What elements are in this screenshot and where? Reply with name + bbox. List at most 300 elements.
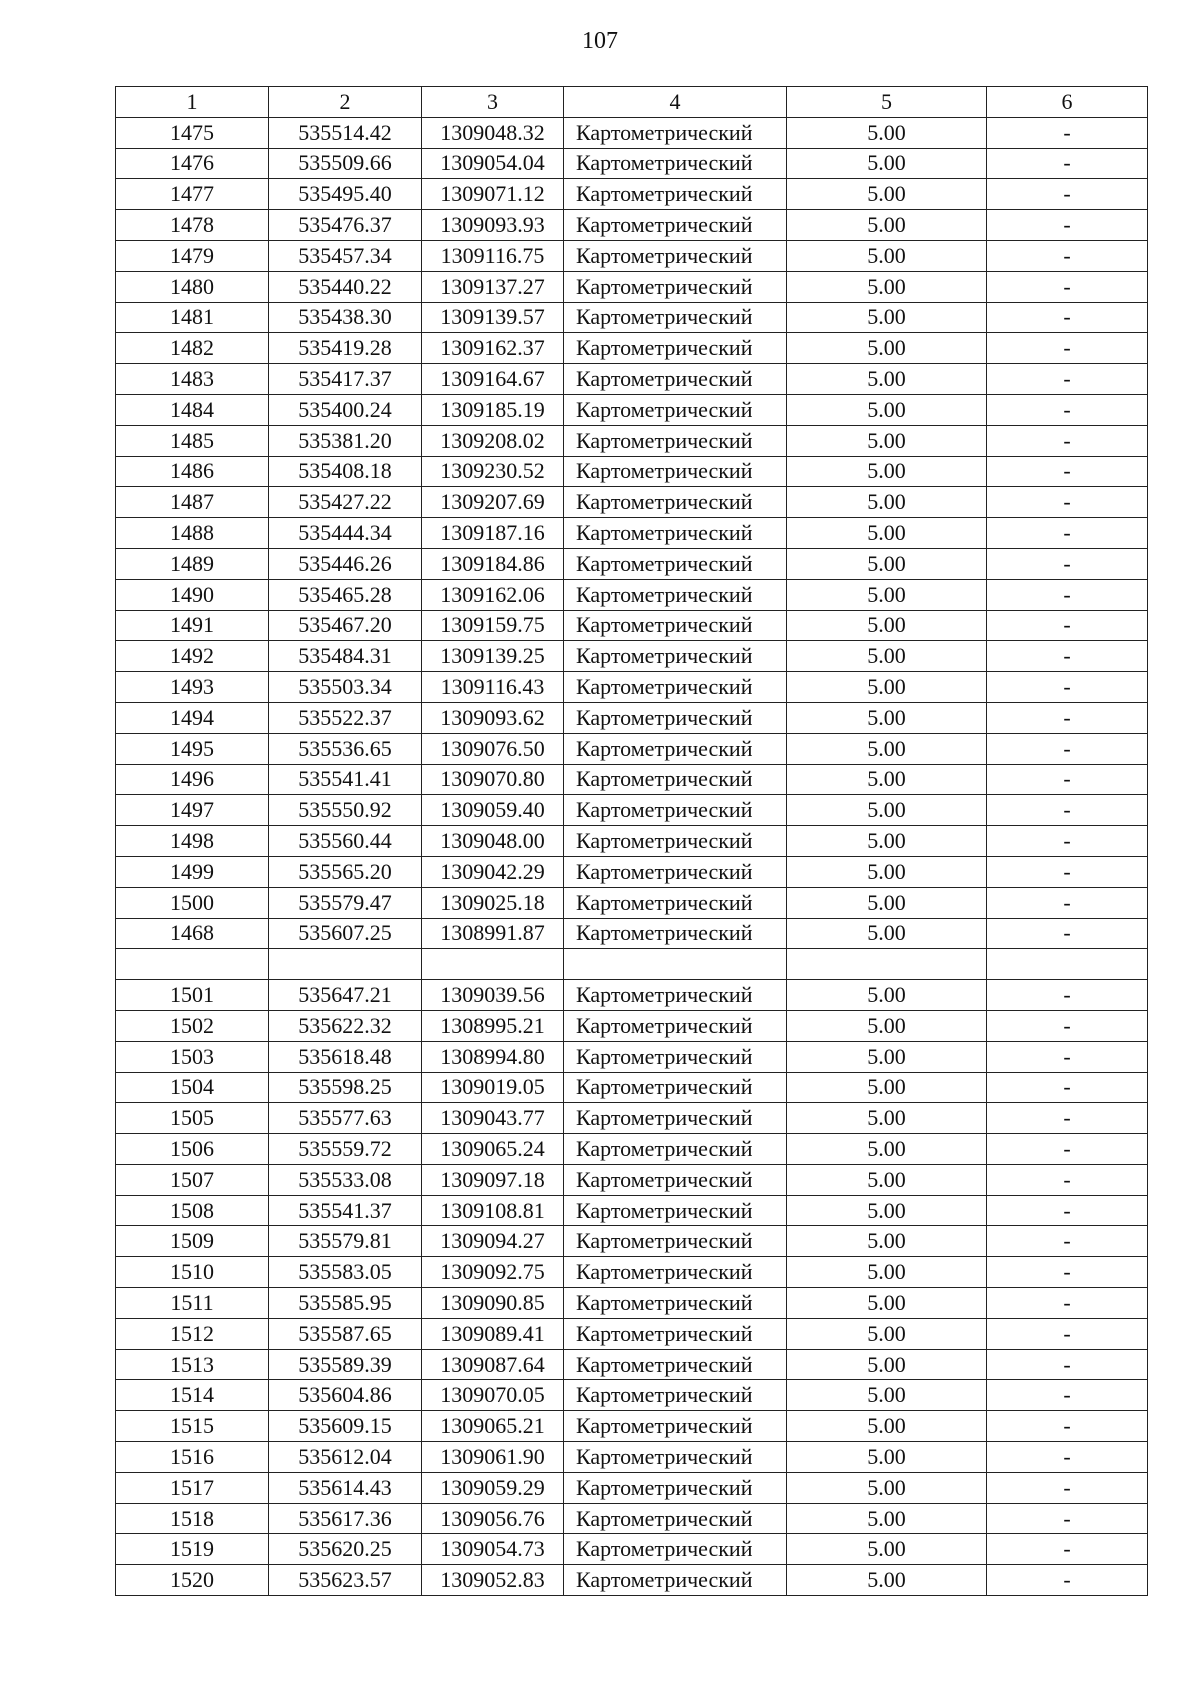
x-coordinate-cell: 535559.72 — [269, 1134, 422, 1165]
y-coordinate-cell: 1309093.93 — [422, 210, 564, 241]
method-cell: Картометрический — [564, 856, 787, 887]
method-cell: Картометрический — [564, 117, 787, 148]
point-number-cell: 1499 — [116, 856, 269, 887]
point-number-cell: 1510 — [116, 1257, 269, 1288]
y-coordinate-cell: 1308994.80 — [422, 1041, 564, 1072]
x-coordinate-cell: 535509.66 — [269, 148, 422, 179]
x-coordinate-cell — [269, 949, 422, 980]
accuracy-cell: 5.00 — [787, 1134, 987, 1165]
point-number-cell: 1513 — [116, 1349, 269, 1380]
note-cell: - — [987, 425, 1148, 456]
note-cell: - — [987, 1442, 1148, 1473]
x-coordinate-cell: 535609.15 — [269, 1411, 422, 1442]
point-number-cell: 1495 — [116, 733, 269, 764]
point-number-cell: 1479 — [116, 240, 269, 271]
point-number-cell: 1517 — [116, 1472, 269, 1503]
accuracy-cell: 5.00 — [787, 980, 987, 1011]
note-cell: - — [987, 1103, 1148, 1134]
note-cell: - — [987, 764, 1148, 795]
y-coordinate-cell: 1309070.05 — [422, 1380, 564, 1411]
y-coordinate-cell: 1309025.18 — [422, 887, 564, 918]
x-coordinate-cell: 535585.95 — [269, 1288, 422, 1319]
point-number-cell: 1508 — [116, 1195, 269, 1226]
x-coordinate-cell: 535583.05 — [269, 1257, 422, 1288]
note-cell: - — [987, 117, 1148, 148]
accuracy-cell: 5.00 — [787, 1318, 987, 1349]
table-row — [116, 1503, 1148, 1534]
point-number-cell: 1500 — [116, 887, 269, 918]
note-cell: - — [987, 856, 1148, 887]
point-number-cell: 1511 — [116, 1288, 269, 1319]
x-coordinate-cell: 535565.20 — [269, 856, 422, 887]
note-cell: - — [987, 1472, 1148, 1503]
x-coordinate-cell: 535440.22 — [269, 271, 422, 302]
point-number-cell: 1514 — [116, 1380, 269, 1411]
table-row — [116, 1380, 1148, 1411]
y-coordinate-cell: 1309089.41 — [422, 1318, 564, 1349]
accuracy-cell: 5.00 — [787, 702, 987, 733]
note-cell: - — [987, 456, 1148, 487]
method-cell: Картометрический — [564, 240, 787, 271]
method-cell: Картометрический — [564, 887, 787, 918]
y-coordinate-cell: 1309056.76 — [422, 1503, 564, 1534]
accuracy-cell: 5.00 — [787, 918, 987, 949]
x-coordinate-cell: 535476.37 — [269, 210, 422, 241]
method-cell: Картометрический — [564, 1472, 787, 1503]
table-row — [116, 1134, 1148, 1165]
table-row — [116, 333, 1148, 364]
note-cell: - — [987, 795, 1148, 826]
accuracy-cell: 5.00 — [787, 1349, 987, 1380]
accuracy-cell: 5.00 — [787, 1565, 987, 1596]
method-cell: Картометрический — [564, 764, 787, 795]
note-cell: - — [987, 1288, 1148, 1319]
point-number-cell: 1482 — [116, 333, 269, 364]
x-coordinate-cell: 535495.40 — [269, 179, 422, 210]
y-coordinate-cell: 1309061.90 — [422, 1442, 564, 1473]
accuracy-cell: 5.00 — [787, 1503, 987, 1534]
table-row — [116, 1288, 1148, 1319]
point-number-cell: 1480 — [116, 271, 269, 302]
accuracy-cell: 5.00 — [787, 117, 987, 148]
table-row — [116, 980, 1148, 1011]
accuracy-cell: 5.00 — [787, 456, 987, 487]
y-coordinate-cell: 1309139.25 — [422, 641, 564, 672]
method-cell: Картометрический — [564, 148, 787, 179]
x-coordinate-cell: 535579.47 — [269, 887, 422, 918]
table-row — [116, 1257, 1148, 1288]
y-coordinate-cell: 1309097.18 — [422, 1164, 564, 1195]
point-number-cell: 1468 — [116, 918, 269, 949]
x-coordinate-cell: 535467.20 — [269, 610, 422, 641]
method-cell: Картометрический — [564, 210, 787, 241]
point-number-cell: 1490 — [116, 579, 269, 610]
accuracy-cell: 5.00 — [787, 1195, 987, 1226]
x-coordinate-cell: 535647.21 — [269, 980, 422, 1011]
x-coordinate-cell: 535444.34 — [269, 518, 422, 549]
x-coordinate-cell: 535503.34 — [269, 672, 422, 703]
table-row — [116, 364, 1148, 395]
point-number-cell: 1496 — [116, 764, 269, 795]
accuracy-cell: 5.00 — [787, 856, 987, 887]
y-coordinate-cell: 1309159.75 — [422, 610, 564, 641]
x-coordinate-cell: 535560.44 — [269, 826, 422, 857]
table-row — [116, 1041, 1148, 1072]
note-cell: - — [987, 1226, 1148, 1257]
method-cell: Картометрический — [564, 1411, 787, 1442]
accuracy-cell: 5.00 — [787, 364, 987, 395]
x-coordinate-cell: 535536.65 — [269, 733, 422, 764]
note-cell: - — [987, 487, 1148, 518]
table-row — [116, 579, 1148, 610]
x-coordinate-cell: 535550.92 — [269, 795, 422, 826]
method-cell: Картометрический — [564, 702, 787, 733]
y-coordinate-cell: 1309039.56 — [422, 980, 564, 1011]
note-cell: - — [987, 1380, 1148, 1411]
accuracy-cell: 5.00 — [787, 795, 987, 826]
x-coordinate-cell: 535620.25 — [269, 1534, 422, 1565]
table-row — [116, 210, 1148, 241]
method-cell: Картометрический — [564, 579, 787, 610]
method-cell: Картометрический — [564, 1010, 787, 1041]
method-cell: Картометрический — [564, 1288, 787, 1319]
table-row — [116, 733, 1148, 764]
y-coordinate-cell: 1309108.81 — [422, 1195, 564, 1226]
note-cell: - — [987, 1411, 1148, 1442]
accuracy-cell: 5.00 — [787, 333, 987, 364]
accuracy-cell: 5.00 — [787, 1257, 987, 1288]
method-cell: Картометрический — [564, 364, 787, 395]
x-coordinate-cell: 535408.18 — [269, 456, 422, 487]
x-coordinate-cell: 535446.26 — [269, 548, 422, 579]
y-coordinate-cell: 1309054.04 — [422, 148, 564, 179]
column-header-4: 4 — [564, 87, 787, 118]
accuracy-cell: 5.00 — [787, 518, 987, 549]
accuracy-cell: 5.00 — [787, 302, 987, 333]
table-row — [116, 1164, 1148, 1195]
y-coordinate-cell: 1309164.67 — [422, 364, 564, 395]
point-number-cell: 1512 — [116, 1318, 269, 1349]
point-number-cell: 1476 — [116, 148, 269, 179]
table-row — [116, 1195, 1148, 1226]
table-row — [116, 302, 1148, 333]
point-number-cell: 1494 — [116, 702, 269, 733]
note-cell: - — [987, 240, 1148, 271]
accuracy-cell — [787, 949, 987, 980]
note-cell: - — [987, 210, 1148, 241]
method-cell: Картометрический — [564, 826, 787, 857]
y-coordinate-cell: 1309048.00 — [422, 826, 564, 857]
point-number-cell: 1477 — [116, 179, 269, 210]
point-number-cell: 1519 — [116, 1534, 269, 1565]
point-number-cell: 1489 — [116, 548, 269, 579]
x-coordinate-cell: 535623.57 — [269, 1565, 422, 1596]
method-cell: Картометрический — [564, 610, 787, 641]
x-coordinate-cell: 535427.22 — [269, 487, 422, 518]
table-row — [116, 795, 1148, 826]
point-number-cell: 1493 — [116, 672, 269, 703]
accuracy-cell: 5.00 — [787, 1226, 987, 1257]
y-coordinate-cell: 1309076.50 — [422, 733, 564, 764]
y-coordinate-cell: 1309048.32 — [422, 117, 564, 148]
accuracy-cell: 5.00 — [787, 210, 987, 241]
method-cell: Картометрический — [564, 548, 787, 579]
method-cell: Картометрический — [564, 1072, 787, 1103]
point-number-cell: 1507 — [116, 1164, 269, 1195]
note-cell: - — [987, 1134, 1148, 1165]
point-number-cell: 1498 — [116, 826, 269, 857]
point-number-cell: 1506 — [116, 1134, 269, 1165]
x-coordinate-cell: 535514.42 — [269, 117, 422, 148]
method-cell: Картометрический — [564, 918, 787, 949]
x-coordinate-cell: 535622.32 — [269, 1010, 422, 1041]
point-number-cell: 1516 — [116, 1442, 269, 1473]
y-coordinate-cell: 1309207.69 — [422, 487, 564, 518]
y-coordinate-cell: 1309065.21 — [422, 1411, 564, 1442]
accuracy-cell: 5.00 — [787, 271, 987, 302]
method-cell: Картометрический — [564, 271, 787, 302]
note-cell: - — [987, 1010, 1148, 1041]
x-coordinate-cell: 535522.37 — [269, 702, 422, 733]
point-number-cell: 1488 — [116, 518, 269, 549]
method-cell: Картометрический — [564, 179, 787, 210]
table-row — [116, 425, 1148, 456]
note-cell: - — [987, 1318, 1148, 1349]
table-row — [116, 1226, 1148, 1257]
x-coordinate-cell: 535589.39 — [269, 1349, 422, 1380]
point-number-cell: 1497 — [116, 795, 269, 826]
y-coordinate-cell: 1309042.29 — [422, 856, 564, 887]
note-cell: - — [987, 1195, 1148, 1226]
accuracy-cell: 5.00 — [787, 1534, 987, 1565]
method-cell: Картометрический — [564, 672, 787, 703]
accuracy-cell: 5.00 — [787, 240, 987, 271]
method-cell: Картометрический — [564, 1195, 787, 1226]
page-number: 107 — [582, 28, 618, 54]
table-row — [116, 148, 1148, 179]
method-cell: Картометрический — [564, 1041, 787, 1072]
table-row — [116, 1565, 1148, 1596]
note-cell: - — [987, 610, 1148, 641]
note-cell: - — [987, 887, 1148, 918]
note-cell: - — [987, 1534, 1148, 1565]
note-cell: - — [987, 1164, 1148, 1195]
y-coordinate-cell: 1309090.85 — [422, 1288, 564, 1319]
x-coordinate-cell: 535577.63 — [269, 1103, 422, 1134]
y-coordinate-cell: 1309116.75 — [422, 240, 564, 271]
method-cell: Картометрический — [564, 1164, 787, 1195]
x-coordinate-cell: 535438.30 — [269, 302, 422, 333]
x-coordinate-cell: 535612.04 — [269, 1442, 422, 1473]
point-number-cell: 1491 — [116, 610, 269, 641]
accuracy-cell: 5.00 — [787, 548, 987, 579]
point-number-cell: 1505 — [116, 1103, 269, 1134]
note-cell: - — [987, 826, 1148, 857]
y-coordinate-cell: 1309070.80 — [422, 764, 564, 795]
y-coordinate-cell — [422, 949, 564, 980]
table-row — [116, 240, 1148, 271]
table-row — [116, 641, 1148, 672]
accuracy-cell: 5.00 — [787, 1472, 987, 1503]
method-cell: Картометрический — [564, 1349, 787, 1380]
method-cell: Картометрический — [564, 1257, 787, 1288]
note-cell: - — [987, 980, 1148, 1011]
note-cell: - — [987, 1565, 1148, 1596]
note-cell: - — [987, 518, 1148, 549]
method-cell: Картометрический — [564, 733, 787, 764]
y-coordinate-cell: 1309087.64 — [422, 1349, 564, 1380]
x-coordinate-cell: 535484.31 — [269, 641, 422, 672]
method-cell: Картометрический — [564, 1226, 787, 1257]
x-coordinate-cell: 535618.48 — [269, 1041, 422, 1072]
y-coordinate-cell: 1309094.27 — [422, 1226, 564, 1257]
column-header-2: 2 — [269, 87, 422, 118]
table-row — [116, 117, 1148, 148]
method-cell: Картометрический — [564, 394, 787, 425]
table-row — [116, 394, 1148, 425]
x-coordinate-cell: 535400.24 — [269, 394, 422, 425]
table-header-row — [116, 87, 1148, 118]
y-coordinate-cell: 1309116.43 — [422, 672, 564, 703]
y-coordinate-cell: 1309065.24 — [422, 1134, 564, 1165]
method-cell: Картометрический — [564, 1380, 787, 1411]
y-coordinate-cell: 1309162.06 — [422, 579, 564, 610]
method-cell: Картометрический — [564, 1503, 787, 1534]
point-number-cell: 1481 — [116, 302, 269, 333]
accuracy-cell: 5.00 — [787, 672, 987, 703]
accuracy-cell: 5.00 — [787, 1288, 987, 1319]
column-header-3: 3 — [422, 87, 564, 118]
table-row — [116, 179, 1148, 210]
point-number-cell: 1515 — [116, 1411, 269, 1442]
point-number-cell: 1485 — [116, 425, 269, 456]
table-row — [116, 1472, 1148, 1503]
method-cell: Картометрический — [564, 1565, 787, 1596]
method-cell: Картометрический — [564, 1103, 787, 1134]
y-coordinate-cell: 1309139.57 — [422, 302, 564, 333]
table-row — [116, 1534, 1148, 1565]
y-coordinate-cell: 1309187.16 — [422, 518, 564, 549]
table-row — [116, 702, 1148, 733]
table-row — [116, 764, 1148, 795]
x-coordinate-cell: 535607.25 — [269, 918, 422, 949]
table-row — [116, 1010, 1148, 1041]
note-cell: - — [987, 271, 1148, 302]
note-cell: - — [987, 918, 1148, 949]
table-row — [116, 672, 1148, 703]
point-number-cell: 1502 — [116, 1010, 269, 1041]
x-coordinate-cell: 535457.34 — [269, 240, 422, 271]
method-cell: Картометрический — [564, 641, 787, 672]
note-cell: - — [987, 1503, 1148, 1534]
method-cell: Картометрический — [564, 1442, 787, 1473]
table-row — [116, 1349, 1148, 1380]
accuracy-cell: 5.00 — [787, 148, 987, 179]
note-cell: - — [987, 672, 1148, 703]
point-number-cell: 1520 — [116, 1565, 269, 1596]
x-coordinate-cell: 535579.81 — [269, 1226, 422, 1257]
note-cell: - — [987, 1257, 1148, 1288]
accuracy-cell: 5.00 — [787, 826, 987, 857]
table-row — [116, 456, 1148, 487]
x-coordinate-cell: 535533.08 — [269, 1164, 422, 1195]
table-row — [116, 1072, 1148, 1103]
accuracy-cell: 5.00 — [787, 733, 987, 764]
column-header-6: 6 — [987, 87, 1148, 118]
accuracy-cell: 5.00 — [787, 1103, 987, 1134]
method-cell: Картометрический — [564, 1534, 787, 1565]
method-cell: Картометрический — [564, 1134, 787, 1165]
note-cell: - — [987, 641, 1148, 672]
y-coordinate-cell: 1309059.40 — [422, 795, 564, 826]
method-cell: Картометрический — [564, 456, 787, 487]
y-coordinate-cell: 1308995.21 — [422, 1010, 564, 1041]
table-row — [116, 949, 1148, 980]
note-cell: - — [987, 702, 1148, 733]
table-body — [116, 117, 1148, 1595]
point-number-cell — [116, 949, 269, 980]
note-cell: - — [987, 333, 1148, 364]
point-number-cell: 1501 — [116, 980, 269, 1011]
accuracy-cell: 5.00 — [787, 1164, 987, 1195]
y-coordinate-cell: 1309092.75 — [422, 1257, 564, 1288]
y-coordinate-cell: 1309071.12 — [422, 179, 564, 210]
coordinates-table — [115, 86, 1148, 1596]
method-cell: Картометрический — [564, 333, 787, 364]
note-cell: - — [987, 364, 1148, 395]
y-coordinate-cell: 1309230.52 — [422, 456, 564, 487]
accuracy-cell: 5.00 — [787, 641, 987, 672]
table-row — [116, 548, 1148, 579]
table-row — [116, 1411, 1148, 1442]
point-number-cell: 1518 — [116, 1503, 269, 1534]
x-coordinate-cell: 535617.36 — [269, 1503, 422, 1534]
note-cell: - — [987, 148, 1148, 179]
y-coordinate-cell: 1309184.86 — [422, 548, 564, 579]
column-header-5: 5 — [787, 87, 987, 118]
y-coordinate-cell: 1309162.37 — [422, 333, 564, 364]
note-cell: - — [987, 394, 1148, 425]
note-cell: - — [987, 579, 1148, 610]
table-row — [116, 271, 1148, 302]
y-coordinate-cell: 1309208.02 — [422, 425, 564, 456]
point-number-cell: 1509 — [116, 1226, 269, 1257]
note-cell — [987, 949, 1148, 980]
table-row — [116, 1442, 1148, 1473]
x-coordinate-cell: 535465.28 — [269, 579, 422, 610]
x-coordinate-cell: 535598.25 — [269, 1072, 422, 1103]
column-header-1: 1 — [116, 87, 269, 118]
method-cell: Картометрический — [564, 795, 787, 826]
note-cell: - — [987, 1041, 1148, 1072]
method-cell: Картометрический — [564, 980, 787, 1011]
x-coordinate-cell: 535541.41 — [269, 764, 422, 795]
note-cell: - — [987, 733, 1148, 764]
table-row — [116, 887, 1148, 918]
note-cell: - — [987, 1349, 1148, 1380]
accuracy-cell: 5.00 — [787, 1411, 987, 1442]
y-coordinate-cell: 1309052.83 — [422, 1565, 564, 1596]
point-number-cell: 1483 — [116, 364, 269, 395]
point-number-cell: 1475 — [116, 117, 269, 148]
point-number-cell: 1492 — [116, 641, 269, 672]
accuracy-cell: 5.00 — [787, 394, 987, 425]
x-coordinate-cell: 535419.28 — [269, 333, 422, 364]
table-row — [116, 610, 1148, 641]
y-coordinate-cell: 1309093.62 — [422, 702, 564, 733]
accuracy-cell: 5.00 — [787, 1380, 987, 1411]
point-number-cell: 1487 — [116, 487, 269, 518]
